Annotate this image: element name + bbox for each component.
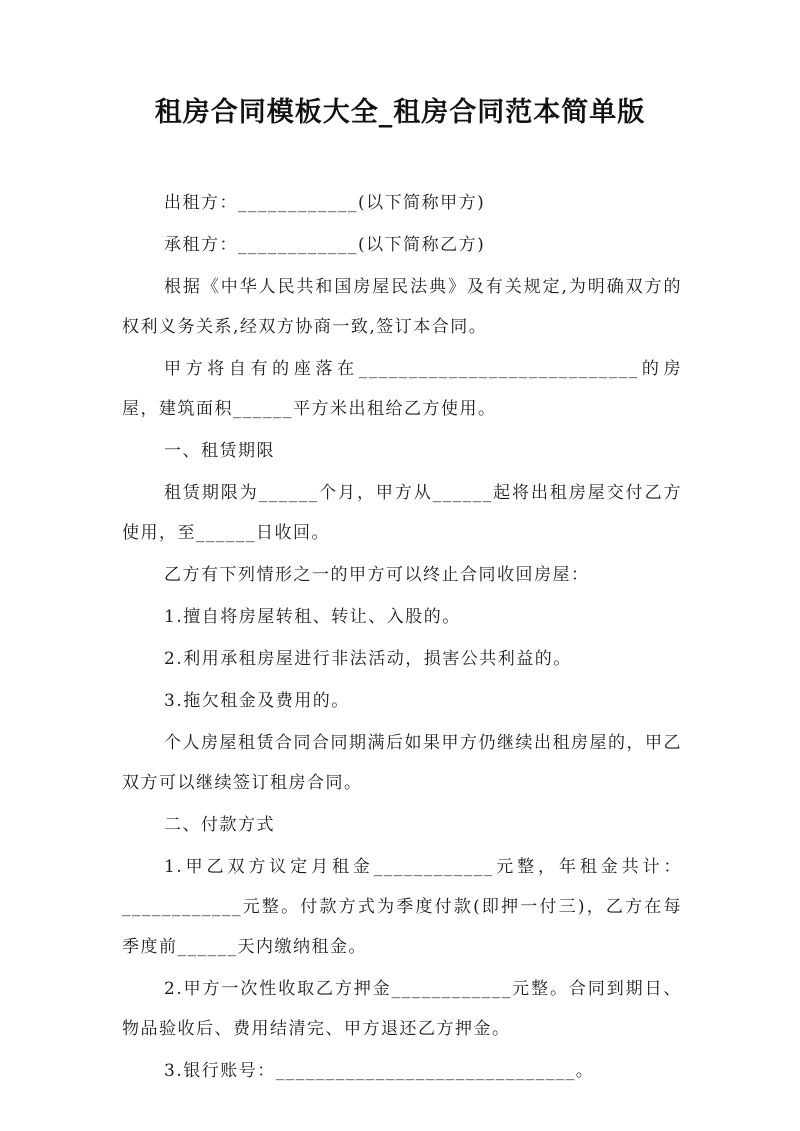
clause-renewal: 个人房屋租赁合同合同期满后如果甲方仍继续出租房屋的，甲乙双方可以继续签订租房合同。 xyxy=(122,733,682,793)
section-heading-payment: 二、付款方式 xyxy=(164,815,275,835)
clause-termination-item-2: 2.利用承租房屋进行非法活动，损害公共利益的。 xyxy=(164,649,572,669)
clause-property: 甲方将自有的座落在____________________________的房屋，建筑面积______平方米出租给乙方使用。 xyxy=(122,359,682,419)
clause-payment-bank-account: 3.银行账号：______________________________。 xyxy=(164,1061,595,1081)
clause-lessee: 承租方：____________(以下简称乙方) xyxy=(164,235,486,255)
section-heading-lease-term: 一、租赁期限 xyxy=(164,441,275,461)
clause-termination-item-1: 1.擅自将房屋转租、转让、入股的。 xyxy=(164,607,461,627)
clause-preamble: 根据《中华人民共和国房屋民法典》及有关规定,为明确双方的权利义务关系,经双方协商一致,签订本合同。 xyxy=(122,277,682,337)
clause-termination-intro: 乙方有下列情形之一的甲方可以终止合同收回房屋： xyxy=(164,565,590,585)
clause-termination-item-3: 3.拖欠租金及费用的。 xyxy=(164,691,350,711)
clause-lease-term: 租赁期限为______个月，甲方从______起将出租房屋交付乙方使用，至______日收回。 xyxy=(122,483,682,543)
clause-payment-rent: 1.甲乙双方议定月租金____________元整，年租金共计：____________元整。付款方式为季度付款(即押一付三)，乙方在每季度前______天内缴纳租金。 xyxy=(122,857,682,957)
document-title: 租房合同模板大全_租房合同范本简单版 xyxy=(154,97,646,128)
document-body xyxy=(122,183,682,1093)
clause-payment-deposit: 2.甲方一次性收取乙方押金____________元整。合同到期日、物品验收后、费用结清完、甲方退还乙方押金。 xyxy=(122,979,682,1039)
clause-lessor: 出租方：____________(以下简称甲方) xyxy=(164,193,486,213)
